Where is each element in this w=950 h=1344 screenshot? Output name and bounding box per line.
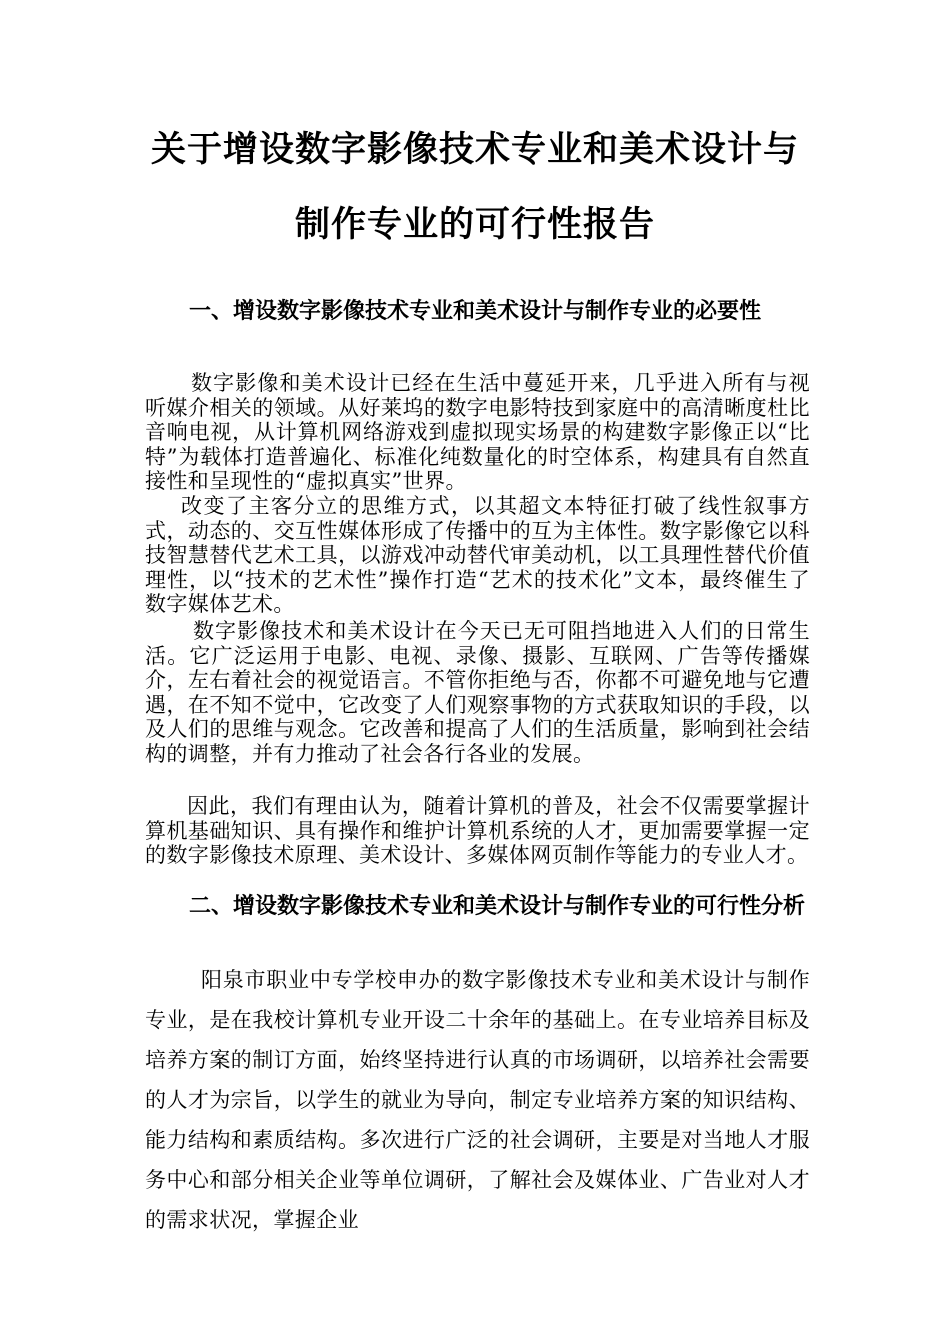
section-1-paragraph-2: 改变了主客分立的思维方式，以其超文本特征打破了线性叙事方式，动态的、交互性媒体形成了传播中的互为主体性。数字影像它以科技智慧替代艺术工具，以游戏冲动替代审美动机，以工具理性替代价值理性，以“技术的艺术性”操作打造“艺术的技术化”文本，最终催生了数字媒体艺术。 [145, 494, 810, 616]
section-1-paragraph-3: 数字影像技术和美术设计在今天已无可阻挡地进入人们的日常生活。它广泛运用于电影、电视、录像、摄影、互联网、广告等传播媒介，左右着社会的视觉语言。不管你拒绝与否，你都不可避免地与它遭遇，在不知不觉中，它改变了人们观察事物的方式获取知识的手段，以及人们的思维与观念。它改善和提高了人们的生活质量，影响到社会结构的调整，并有力推动了社会各行各业的发展。 [145, 619, 810, 766]
section-2-heading: 二、增设数字影像技术专业和美术设计与制作专业的可行性分析 [189, 894, 806, 919]
document-title-line-2: 制作专业的可行性报告 [294, 205, 655, 245]
section-2-paragraph-1: 阳泉市职业中专学校申办的数字影像技术专业和美术设计与制作专业，是在我校计算机专业开设二十余年的基础上。在专业培养目标及培养方案的制订方面，始终坚持进行认真的市场调研，以培养社会需要的人才为宗旨，以学生的就业为导向，制定专业培养方案的知识结构、能力结构和素质结构。多次进行广泛的社会调研，主要是对当地人才服务中心和部分相关企业等单位调研，了解社会及媒体业、广告业对人才的需求状况，掌握企业 [145, 968, 810, 1232]
section-1-heading: 一、增设数字影像技术专业和美术设计与制作专业的必要性 [189, 299, 762, 324]
section-1-paragraph-1: 数字影像和美术设计已经在生活中蔓延开来，几乎进入所有与视听媒介相关的领域。从好莱坞的数字电影特技到家庭中的高清晰度杜比音响电视，从计算机网络游戏到虚拟现实场景的构建数字影像正以“比特”为载体打造普遍化、标准化纯数量化的时空体系，构建具有自然直接性和呈现性的“虚拟真实”世界。 [145, 371, 810, 493]
section-1-paragraph-4: 因此，我们有理由认为，随着计算机的普及，社会不仅需要掌握计算机基础知识、具有操作和维护计算机系统的人才，更加需要掌握一定的数字影像技术原理、美术设计、多媒体网页制作等能力的专业人才。 [145, 794, 810, 867]
document-title-line-1: 关于增设数字影像技术专业和美术设计与 [150, 130, 799, 170]
